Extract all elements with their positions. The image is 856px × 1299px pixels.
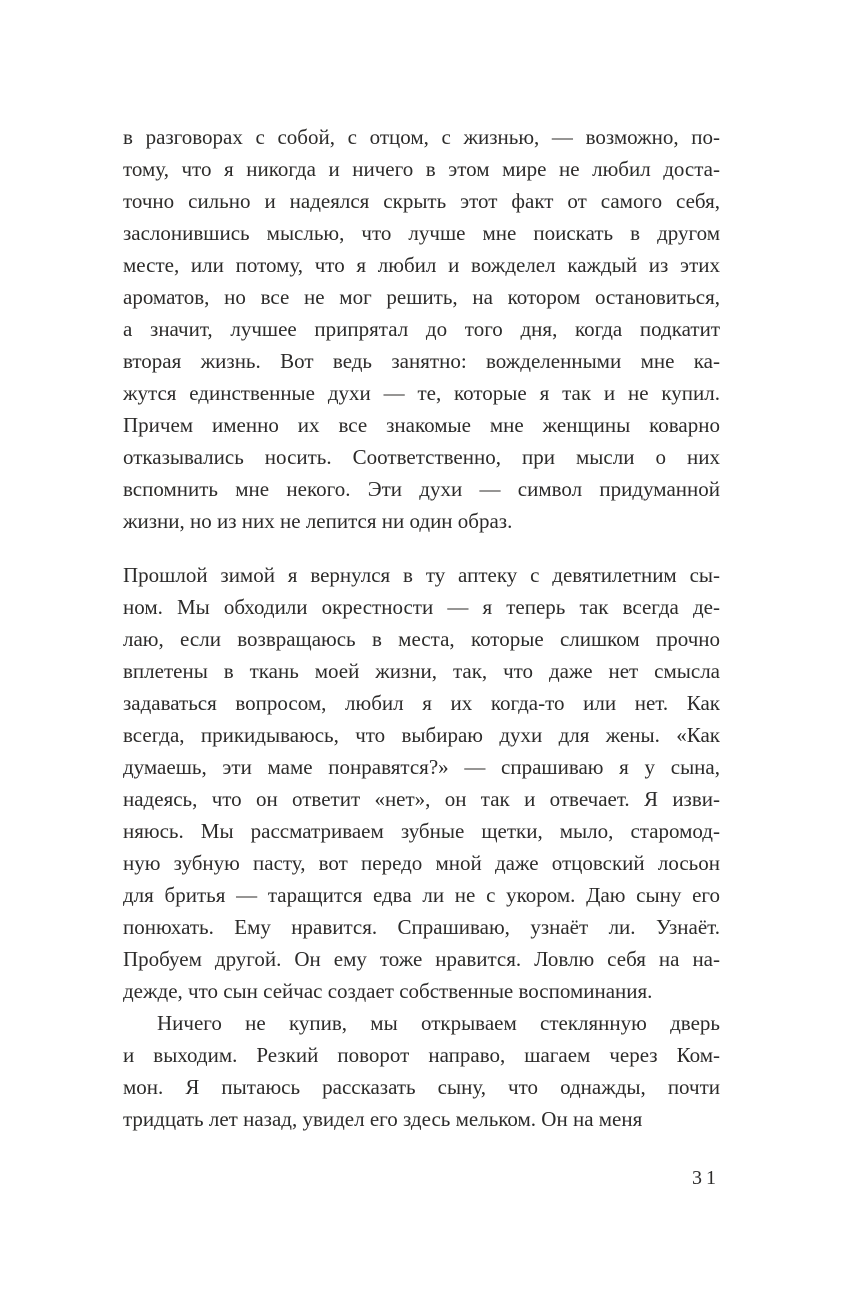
- text-line: Причем именно их все знакомые мне женщины коварно: [123, 413, 720, 437]
- text-line: жизни, но из них не лепится ни один образ.: [123, 509, 513, 533]
- page-number: 31: [692, 1167, 720, 1189]
- text-line: Ничего не купив, мы открываем стеклянную дверь: [157, 1011, 720, 1035]
- text-line: мон. Я пытаюсь рассказать сыну, что однажды, почти: [123, 1075, 720, 1099]
- text-line: а значит, лучшее припрятал до того дня, когда подкатит: [123, 317, 720, 341]
- text-line: ароматов, но все не мог решить, на котором остановиться,: [123, 285, 720, 309]
- text-line: тому, что я никогда и ничего в этом мире не любил доста-: [123, 157, 720, 181]
- text-line: тридцать лет назад, увидел его здесь мельком. Он на меня: [123, 1107, 643, 1131]
- text-line: Пробуем другой. Он ему тоже нравится. Ловлю себя на на-: [123, 947, 720, 971]
- text-line: Прошлой зимой я вернулся в ту аптеку с девятилетним сы-: [123, 563, 720, 587]
- text-line: надеясь, что он ответит «нет», он так и отвечает. Я изви-: [123, 787, 720, 811]
- text-line: вплетены в ткань моей жизни, так, что даже нет смысла: [123, 659, 720, 683]
- text-line: понюхать. Ему нравится. Спрашиваю, узнаёт ли. Узнаёт.: [123, 915, 720, 939]
- paragraph-leaving-shop: [123, 1007, 720, 1135]
- text-line: в разговорах с собой, с отцом, с жизнью, — возможно, по-: [123, 125, 720, 149]
- text-line: месте, или потому, что я любил и вожделел каждый из этих: [123, 253, 720, 277]
- text-line: и выходим. Резкий поворот направо, шагаем через Ком-: [123, 1043, 720, 1067]
- text-line: задаваться вопросом, любил я их когда-то или нет. Как: [123, 691, 720, 715]
- paragraph-pharmacy-visit: [123, 559, 720, 1007]
- text-line: лаю, если возвращаюсь в места, которые слишком прочно: [123, 627, 720, 651]
- text-line: вторая жизнь. Вот ведь занятно: вожделенными мне ка-: [123, 349, 720, 373]
- text-line: ном. Мы обходили окрестности — я теперь так всегда де-: [123, 595, 720, 619]
- text-block: [123, 121, 720, 1135]
- paragraph-continuation: [123, 121, 720, 537]
- text-line: жутся единственные духи — те, которые я так и не купил.: [123, 381, 720, 405]
- text-line: для бритья — таращится едва ли не с укором. Даю сыну его: [123, 883, 720, 907]
- text-line: ную зубную пасту, вот передо мной даже отцовский лосьон: [123, 851, 720, 875]
- text-line: вспомнить мне некого. Эти духи — символ придуманной: [123, 477, 720, 501]
- text-line: думаешь, эти маме понравятся?» — спрашиваю я у сына,: [123, 755, 720, 779]
- text-line: няюсь. Мы рассматриваем зубные щетки, мыло, старомод-: [123, 819, 720, 843]
- text-line: точно сильно и надеялся скрыть этот факт от самого себя,: [123, 189, 720, 213]
- text-line: дежде, что сын сейчас создает собственные воспоминания.: [123, 979, 653, 1003]
- text-line: всегда, прикидываюсь, что выбираю духи для жены. «Как: [123, 723, 720, 747]
- text-line: заслонившись мыслью, что лучше мне поискать в другом: [123, 221, 720, 245]
- text-line: отказывались носить. Соответственно, при мысли о них: [123, 445, 720, 469]
